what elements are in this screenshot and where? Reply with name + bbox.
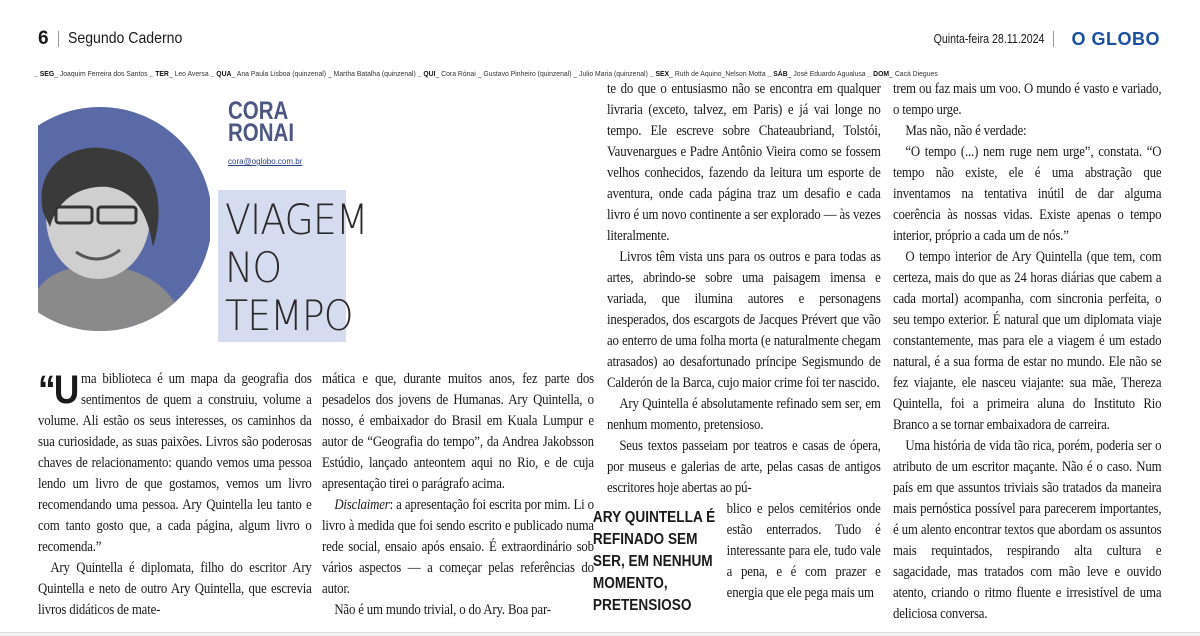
columnist-names: _ Ana Paula Lisboa (quinzenal) _ Martha Batalha (quinzenal) (231, 69, 418, 78)
article-column-2 (322, 369, 594, 621)
author-portrait (38, 107, 210, 331)
columnist-day: _ SEG (34, 69, 55, 78)
columnist-day: _ SÁB (767, 69, 788, 78)
columnist-names: _ José Eduardo Agualusa (787, 69, 868, 78)
columnist-names: _ Cacá Diegues (889, 69, 938, 78)
paragraph: Livros têm vista uns para os outros e para todas as artes, abrindo-se sobre uma paisagem imensa e variada, que ilumina autores e personagens inesperados, dos escargots de Jacques Prévert que vão ao enterro de uma folha morta (e naturalmente chegam atrasados) ao desafortunado príncipe Segismundo de Calderón de la Barca, cujo maior crime foi ter nascido. (607, 249, 881, 391)
paragraph: “O tempo (...) nem ruge nem urge”, constata. “O tempo não existe, ele é uma abstração que inventamos na tentativa inútil de dar alguma coerência às nossas vidas. Existe apenas o tempo interior, próprio a cada um de nós.” (893, 144, 1162, 244)
paragraph: O tempo interior de Ary Quintella (que tem, com certeza, mais do que as 24 horas diárias que cabem a cada mortal) acompanha, com sincronia perfeita, o seu tempo exterior. É natural que um diplomata viaje constantemente, mas para ele a viagem é um estado natural, é a sua forma de estar no mundo. Ele não se fez viajante, ele nasceu viajante: sua mãe, Thereza Quintella, foi a primeira aluna do Instituto Rio Branco a se tornar embaixadora de carreira. (893, 249, 1162, 433)
article-column-3 (592, 79, 881, 617)
divider (1053, 31, 1054, 47)
drop-cap: “U (38, 368, 78, 412)
columnists-list (34, 69, 938, 78)
columnist-names: _ Cora Rónai _ Gustavo Pinheiro (quinzenal) _ Julio Maria (quinzenal) (435, 69, 650, 78)
columnist-day: _ SEX (649, 69, 670, 78)
paragraph (592, 499, 881, 614)
paragraph: Não é um mundo trivial, o do Ary. Boa par- (334, 602, 551, 618)
author-email-link[interactable]: cora@oglobo.com.br (228, 157, 303, 166)
paragraph: Ary Quintella é diplomata, filho do escritor Ary Quintella e neto de outro Ary Quintella, que escrevia livros didáticos de mate- (38, 560, 312, 618)
paragraph: Seus textos passeiam por teatros e casas de ópera, por museus e galerias de arte, pelas casas de antigos escritores hoje abertas ao pú- (607, 438, 881, 496)
newspaper-logo: O GLOBO (1071, 28, 1160, 49)
paragraph: Mas não, não é verdade: (905, 123, 1027, 139)
article-column-1 (38, 369, 312, 621)
author-first-name: CORA (228, 97, 289, 125)
columnist-day: _ QUA (210, 69, 232, 78)
article-title (225, 196, 368, 340)
paragraph: Uma história de vida tão rica, porém, poderia ser o atributo de um escritor maçante. Não é o caso. Num país em que assuntos triviais são tratados da maneira mais pernóstica possível para parecerem importantes, é um alento encontrar textos que abordam os assuntos mais requintados, respirando alta cultura e sagacidade, mas tratados com mão leve e ouvido atento, criando o ritmo fluente e irresistível de uma deliciosa conversa. (893, 438, 1162, 622)
author-last-name: RONAI (228, 119, 295, 147)
columnist-day: _ TER (149, 69, 169, 78)
paragraph-text: : a apresentação foi escrita por mim. Li o livro à medida que foi sendo escrito e publicado numa rede social, ensaio após ensaio. É extraordinário sob vários aspectos — a começar pelas referências do autor. (322, 497, 594, 597)
title-line: VIAGEM (225, 195, 368, 244)
divider (58, 31, 59, 47)
paragraph-text: ma biblioteca é um mapa da geografia dos sentimentos de quem a construiu, volume a volume. Ali estão os seus interesses, os caminhos da sua curiosidade, as suas paixões. Livros são poderosas chaves de relacionamento: quando vemos uma pessoa lendo um livro de que gostamos, vemos um livro recomendando uma pessoa. Ary Quintella leu tanto e com tanto gosto que, a cada página, algum livro o recomenda.” (38, 371, 312, 555)
article-column-4 (893, 79, 1161, 625)
issue-date: Quinta-feira 28.11.2024 (933, 32, 1045, 46)
title-line: TEMPO (225, 291, 353, 340)
pull-quote: ARY QUINTELLA É REFINADO SEM SER, EM NENHUM MOMENTO, PRETENSIOSO (592, 509, 716, 614)
author-photo-icon (38, 107, 210, 331)
page-number: 6 (38, 28, 49, 49)
title-line: NO (225, 243, 282, 292)
page-header (38, 28, 1160, 50)
columnist-names: _ Leo Aversa (168, 69, 211, 78)
paragraph: trem ou faz mais um voo. O mundo é vasto e variado, o tempo urge. (893, 81, 1162, 118)
paragraph-text: blico e pelos cemitérios onde estão enterrados. Tudo é interessante para ele, tudo vale a pena, e é com prazer e energia que ele pega mais um (726, 501, 881, 601)
page-bottom-edge (0, 632, 1200, 636)
paragraph (322, 495, 594, 600)
paragraph: te do que o entusiasmo não se encontra em qualquer livraria (exceto, talvez, em Paris) e já vai longe no tempo. Ele escreve sobre Chateaubriand, Tolstói, Vauvenargues e Padre Antônio Vieira como se fossem velhos conhecidos, fazendo da leitura um esporte de aventura, onde cada página traz um desafio e cada livro é um novo continente a ser explorado — às vezes literalmente. (607, 81, 881, 244)
paragraph (38, 369, 312, 558)
author-name (228, 97, 295, 147)
columnist-names: _ Joaquim Ferreira dos Santos (54, 69, 150, 78)
disclaimer-label: Disclaimer (334, 497, 390, 513)
section-name: Segundo Caderno (67, 30, 182, 47)
paragraph: Ary Quintella é absolutamente refinado sem ser, em nenhum momento, pretensioso. (607, 396, 881, 433)
paragraph: mática e que, durante muitos anos, fez parte dos pesadelos dos jovens de Humanas. Ary Quintella, o nosso, é embaixador do Brasil em Kuala Lumpur e autor de “Geografia do tempo”, da Andrea Jakobsson Estúdio, lançado anteontem aqui no Rio, e de cuja apresentação tirei o parágrafo acima. (322, 371, 594, 492)
columnist-names: _ Ruth de Aquino_Nelson Motta (669, 69, 768, 78)
columnist-day: _ QUI (417, 69, 436, 78)
columnist-day: _ DOM (867, 69, 890, 78)
